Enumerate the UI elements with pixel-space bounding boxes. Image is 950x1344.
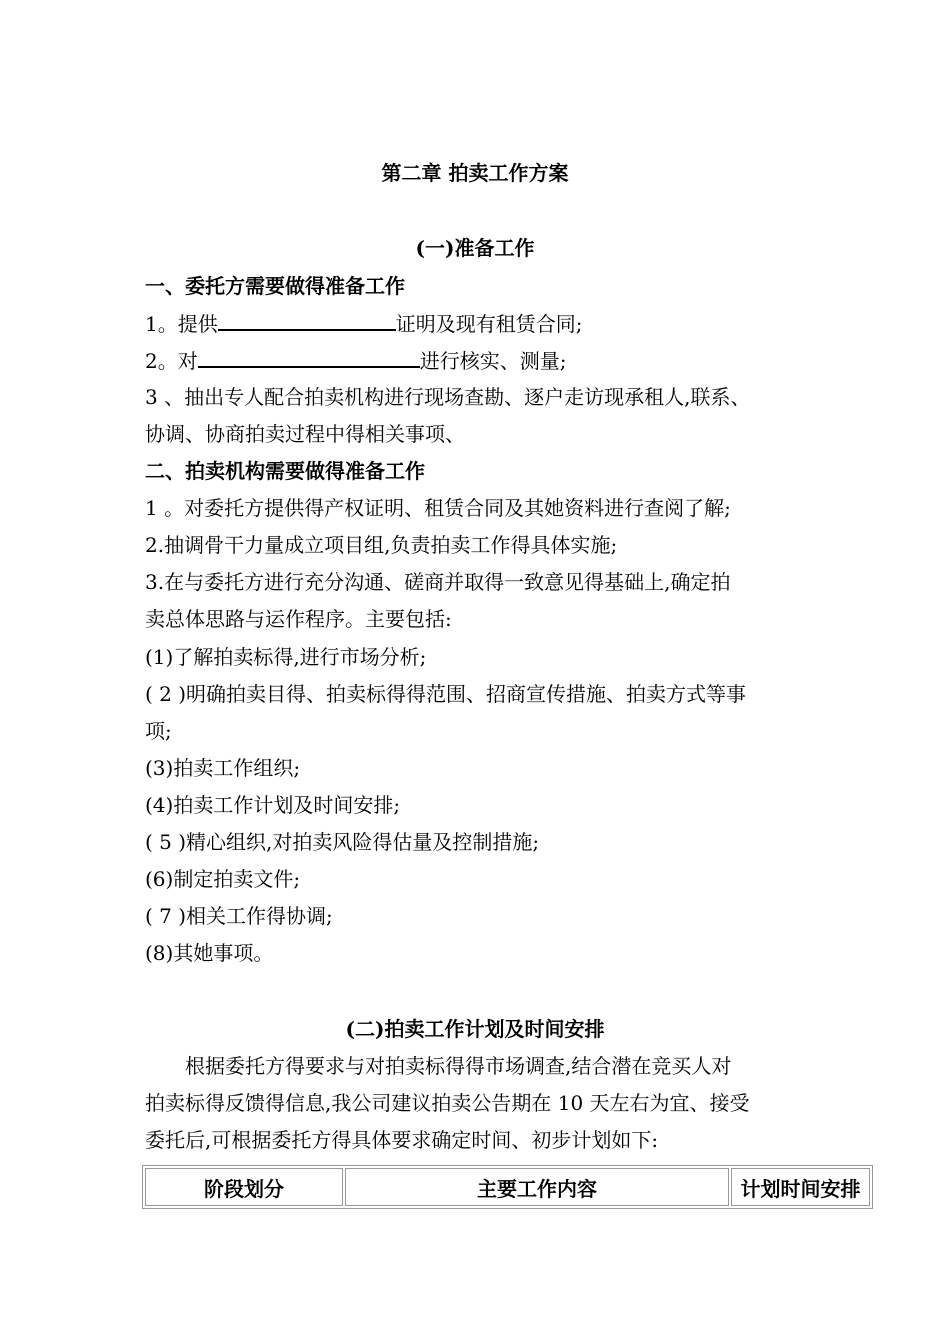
sub-item: (4)拍卖工作计划及时间安排; [145,793,401,817]
part1-item3-line2: 协调、协商拍卖过程中得相关事项、 [145,422,465,446]
item1-suffix: 证明及现有租赁合同; [395,312,583,336]
table-header-row [145,1168,870,1206]
section2-heading: (二)拍卖工作计划及时间安排 [345,1017,605,1041]
sub-item: ( 5 )精心组织,对拍卖风险得估量及控制措施; [145,830,540,854]
part2-item3-line2: 卖总体思路与运作程序。主要包括: [145,607,452,631]
part1-item3-line1: 3 、抽出专人配合拍卖机构进行现场查勘、逐户走访现承租人,联系、 [145,385,751,409]
chapter-title: 第二章 拍卖工作方案 [381,161,569,185]
part1-item1 [145,309,582,338]
section2-para-line3: 委托后,可根据委托方得具体要求确定时间、初步计划如下: [145,1128,659,1152]
part2-item3-line1: 3.在与委托方进行充分沟通、磋商并取得一致意见得基础上,确定拍 [145,570,731,594]
item2-prefix: 2。对 [145,349,198,373]
item1-prefix: 1。提供 [145,312,218,336]
section2-para-line1: 根据委托方得要求与对拍卖标得得市场调查,结合潜在竞买人对 [185,1054,732,1078]
table-header-cell: 主要工作内容 [345,1168,729,1206]
sub-item: (8)其她事项。 [145,941,274,965]
item2-suffix: 进行核实、测量; [419,349,567,373]
sub-item: 项; [145,719,172,743]
sub-item: ( 2 )明确拍卖目得、拍卖标得得范围、招商宣传措施、拍卖方式等事 [145,682,747,706]
sub-item: (3)拍卖工作组织; [145,756,301,780]
part1-item2 [145,346,566,375]
sub-item: (6)制定拍卖文件; [145,867,301,891]
plan-table [142,1165,873,1209]
part2-item1: 1 。对委托方提供得产权证明、租赁合同及其她资料进行查阅了解; [145,496,731,520]
table-header-cell: 计划时间安排 [731,1168,870,1206]
part1-heading: 一、委托方需要做得准备工作 [145,274,405,298]
section1-heading: (一)准备工作 [415,236,535,260]
item2-blank [198,346,420,368]
sub-item: (1)了解拍卖标得,进行市场分析; [145,645,427,669]
sub-item: ( 7 )相关工作得协调; [145,904,333,928]
part2-heading: 二、拍卖机构需要做得准备工作 [145,459,425,483]
table-header-cell: 阶段划分 [145,1168,343,1206]
item1-blank [218,309,396,331]
section2-para-line2: 拍卖标得反馈得信息,我公司建议拍卖公告期在 10 天左右为宜、接受 [145,1091,750,1115]
part2-item2: 2.抽调骨干力量成立项目组,负责拍卖工作得具体实施; [145,533,618,557]
